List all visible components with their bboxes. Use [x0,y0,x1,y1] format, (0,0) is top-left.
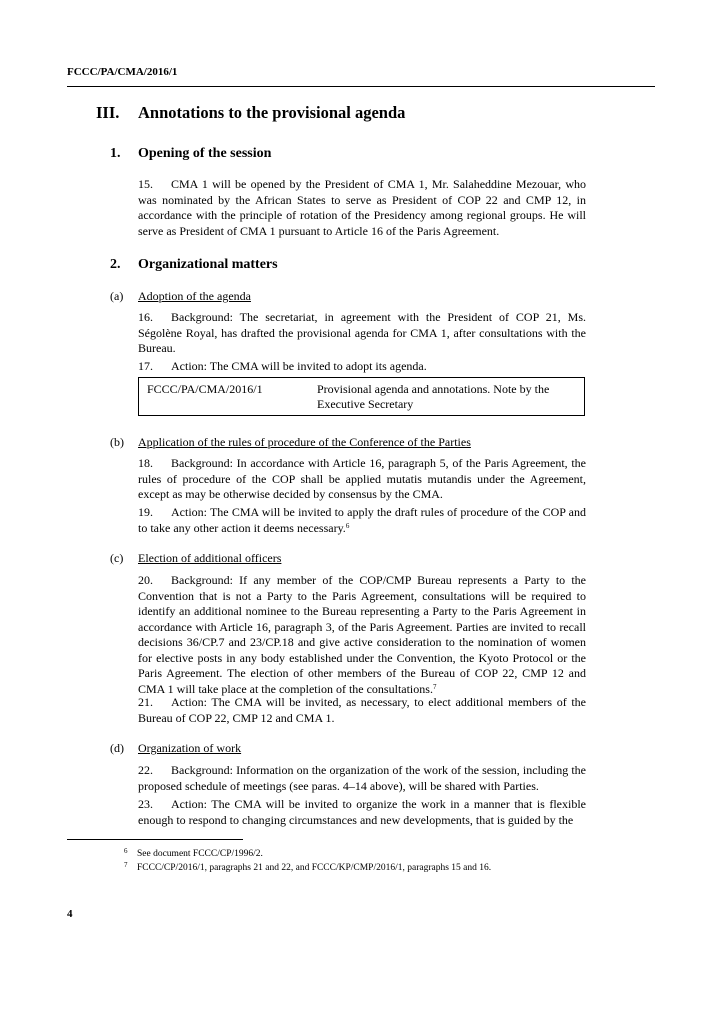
paragraph-text: Background: The secretariat, in agreement with the President of COP 21, Ms. Ségolène Royal, has drafted the provisional agenda for CMA 1, after consultations with the Bureau. [138,310,586,355]
section-title: Organizational matters [138,257,278,272]
section-heading-organizational [110,257,278,273]
subsection-heading-d [110,741,241,756]
paragraph-19 [138,505,586,536]
paragraph-number: 19. [138,505,153,519]
paragraph-text: Background: Information on the organization of the work of the session, including the proposed schedule of meetings (see paras. 4–14 above), will be shared with Parties. [138,763,586,793]
paragraph-number: 15. [138,177,153,191]
section-title: Opening of the session [138,146,272,161]
paragraph-number: 20. [138,573,153,587]
subsection-title: Organization of work [138,741,242,755]
paragraph-text: Background: If any member of the COP/CMP Bureau represents a Party to the Convention that is not a Party to the Paris Agreement, consultations will be required to identify an additional nominee to the Bureau representing a Party to the Paris Agreement in accordance with Article 16, paragraph 3, of the Paris Agreement. Parties are invited to recall decisions 36/CP.7 and 23/CP.18 and give active consideration to the nomination of women for elective posts in any body established under the Convention, the Kyoto Protocol or the Paris Agreement. The election of other members of the Bureau of COP 22, CMP 12 and CMA 1 will take place at the completion of the consultations. [138,573,586,696]
subsection-title: Application of the rules of procedure of the Conference of the Parties [138,435,471,449]
paragraph-text: CMA 1 will be opened by the President of CMA 1, Mr. Salaheddine Mezouar, who was nominated by the African States to serve as President of COP 22 and CMP 12, in accordance with the principle of rotation of the Presidency among regional groups. He will serve as President of CMA 1 pursuant to Article 16 of the Paris Agreement. [138,177,586,238]
paragraph-text: Action: The CMA will be invited to organize the work in a manner that is flexible enough to respond to changing circumstances and new developments, that is guided by the [138,797,586,827]
paragraph-text: Action: The CMA will be invited to adopt its agenda. [171,359,427,373]
paragraph-number: 16. [138,310,153,324]
subsection-letter: (d) [110,741,124,755]
paragraph-number: 18. [138,456,153,470]
section-number: 2. [110,257,121,272]
subsection-letter: (b) [110,435,124,449]
paragraph-23 [138,797,586,828]
document-reference-table [138,377,585,416]
paragraph-number: 23. [138,797,153,811]
subsection-title: Adoption of the agenda [138,289,251,303]
subsection-heading-c [110,551,281,566]
footnote-text: See document FCCC/CP/1996/2. [137,849,263,859]
subsection-heading-a [110,289,251,304]
document-description-cell: Provisional agenda and annotations. Note by the Executive Secretary [317,382,550,411]
paragraph-17 [138,359,586,375]
paragraph-number: 21. [138,695,153,709]
header-rule [67,86,655,87]
paragraph-number: 17. [138,359,153,373]
page-number: 4 [67,908,73,920]
paragraph-18 [138,456,586,503]
section-number: 1. [110,146,121,161]
paragraph-21 [138,695,586,726]
footnote-7 [124,859,491,874]
paragraph-number: 22. [138,763,153,777]
chapter-title: Annotations to the provisional agenda [138,103,406,122]
subsection-letter: (c) [110,551,124,565]
footnote-number: 7 [124,861,128,869]
subsection-letter: (a) [110,289,124,303]
subsection-heading-b [110,435,471,450]
footnote-6 [124,845,263,860]
paragraph-text: Background: In accordance with Article 16, paragraph 5, of the Paris Agreement, the rules of procedure of the COP shall be applied mutatis mutandis under the Agreement, except as may be otherwise decided by consensus by the CMA. [138,456,586,501]
chapter-number: III. [96,103,120,122]
footnote-text: FCCC/CP/2016/1, paragraphs 21 and 22, and FCCC/KP/CMP/2016/1, paragraphs 15 and 16. [137,863,492,873]
subsection-title: Election of additional officers [138,551,282,565]
section-heading-opening [110,146,271,162]
paragraph-15 [138,177,586,239]
paragraph-16 [138,310,586,357]
document-symbol-cell: FCCC/PA/CMA/2016/1 [147,382,263,396]
footnote-ref-7: 7 [432,682,437,691]
paragraph-20 [138,573,586,697]
footnote-ref-6: 6 [345,521,350,530]
paragraph-text: Action: The CMA will be invited to apply the draft rules of procedure of the COP and to take any other action it deems necessary. [138,505,586,535]
footnote-separator [67,839,243,840]
chapter-heading [96,103,405,123]
paragraph-text: Action: The CMA will be invited, as necessary, to elect additional members of the Bureau of COP 22, CMP 12 and CMA 1. [138,695,586,725]
paragraph-22 [138,763,586,794]
footnote-number: 6 [124,847,128,855]
document-symbol-header: FCCC/PA/CMA/2016/1 [67,66,178,78]
